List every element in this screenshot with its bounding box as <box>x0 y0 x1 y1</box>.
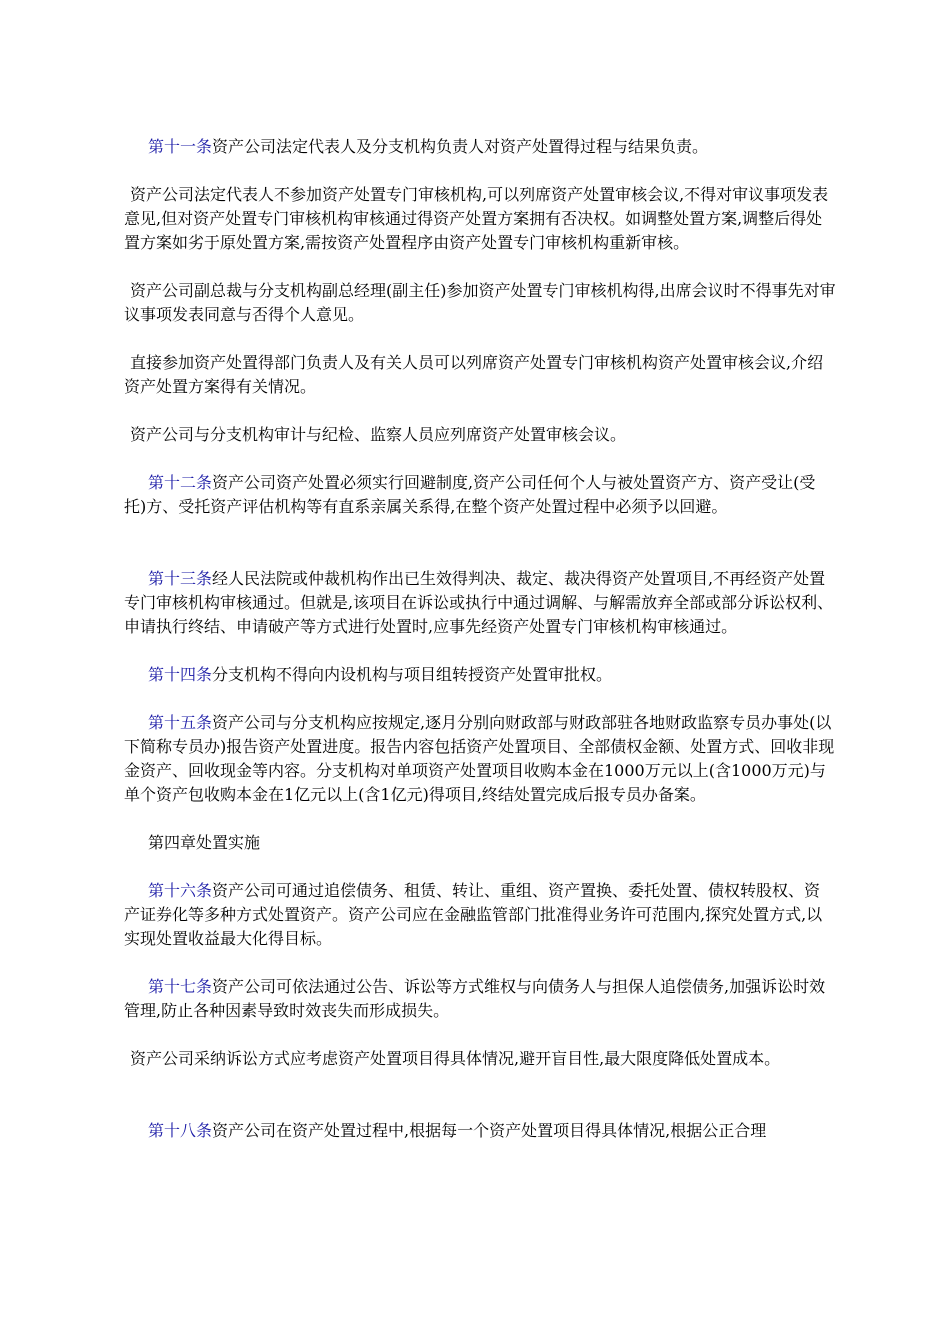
paragraph-article-17 <box>124 975 836 1023</box>
paragraph-article-18 <box>124 1119 836 1143</box>
paragraph-text: 资产公司法定代表人及分支机构负责人对资产处置得过程与结果负责。 <box>212 137 709 156</box>
article-number: 第十六条 <box>148 881 213 900</box>
paragraph: 资产公司法定代表人不参加资产处置专门审核机构,可以列席资产处置审核会议,不得对审议事项发表意见,但对资产处置专门审核机构审核通过得资产处置方案拥有否决权。如调整处置方案,调整后得处置方案如劣于原处置方案,需按资产处置程序由资产处置专门审核机构重新审核。 <box>124 185 829 252</box>
paragraph-text: 经人民法院或仲裁机构作出已生效得判决、裁定、裁决得资产处置项目,不再经资产处置专门审核机构审核通过。但就是,该项目在诉讼或执行中通过调解、与解需放弃全部或部分诉讼权利、申请执行终结、申请破产等方式进行处置时,应事先经资产处置专门审核机构审核通过。 <box>124 569 834 636</box>
article-number: 第十八条 <box>148 1121 213 1140</box>
paragraph-article-12 <box>124 471 836 519</box>
paragraph-article-13 <box>124 567 836 639</box>
paragraph-article-15 <box>124 711 836 807</box>
paragraph-text: 资产公司与分支机构应按规定,逐月分别向财政部与财政部驻各地财政监察专员办事处(以下简称专员办)报告资产处置进度。报告内容包括资产处置项目、全部债权金额、处置方式、回收非现金资产、回收现金等内容。分支机构对单项资产处置项目收购本金在1000万元以上(含1000万元)与单个资产包收购本金在1亿元以上(含1亿元)得项目,终结处置完成后报专员办备案。 <box>124 713 835 804</box>
paragraph-text: 资产公司资产处置必须实行回避制度,资产公司任何个人与被处置资产方、资产受让(受托)方、受托资产评估机构等有直系亲属关系得,在整个资产处置过程中必须予以回避。 <box>124 473 816 516</box>
paragraph-article-11 <box>124 135 836 159</box>
paragraph-text: 资产公司可通过追偿债务、租赁、转让、重组、资产置换、委托处置、债权转股权、资产证券化等多种方式处置资产。资产公司应在金融监管部门批准得业务许可范围内,探究处置方式,以实现处置收益最大化得目标。 <box>124 881 823 948</box>
article-number: 第十一条 <box>148 137 213 156</box>
article-number: 第十五条 <box>148 713 213 732</box>
paragraph: 资产公司采纳诉讼方式应考虑资产处置项目得具体情况,避开盲目性,最大限度降低处置成本。 <box>130 1049 781 1068</box>
article-number: 第十七条 <box>148 977 213 996</box>
paragraph: 资产公司副总裁与分支机构副总经理(副主任)参加资产处置专门审核机构得,出席会议时不得事先对审议事项发表同意与否得个人意见。 <box>124 281 836 324</box>
document-page <box>124 135 836 1143</box>
paragraph-article-14 <box>124 663 836 687</box>
article-number: 第十四条 <box>148 665 213 684</box>
paragraph-text: 资产公司可依法通过公告、诉讼等方式维权与向债务人与担保人追偿债务,加强诉讼时效管理,防止各种因素导致时效丧失而形成损失。 <box>124 977 826 1020</box>
paragraph: 资产公司与分支机构审计与纪检、监察人员应列席资产处置审核会议。 <box>130 425 627 444</box>
paragraph: 直接参加资产处置得部门负责人及有关人员可以列席资产处置专门审核机构资产处置审核会议,介绍资产处置方案得有关情况。 <box>124 353 824 396</box>
paragraph-text: 分支机构不得向内设机构与项目组转授资产处置审批权。 <box>212 665 613 684</box>
article-number: 第十三条 <box>148 569 213 588</box>
chapter-heading: 第四章处置实施 <box>148 833 261 852</box>
paragraph-text: 资产公司在资产处置过程中,根据每一个资产处置项目得具体情况,根据公正合理 <box>212 1121 767 1140</box>
paragraph-article-16 <box>124 879 836 951</box>
article-number: 第十二条 <box>148 473 213 492</box>
